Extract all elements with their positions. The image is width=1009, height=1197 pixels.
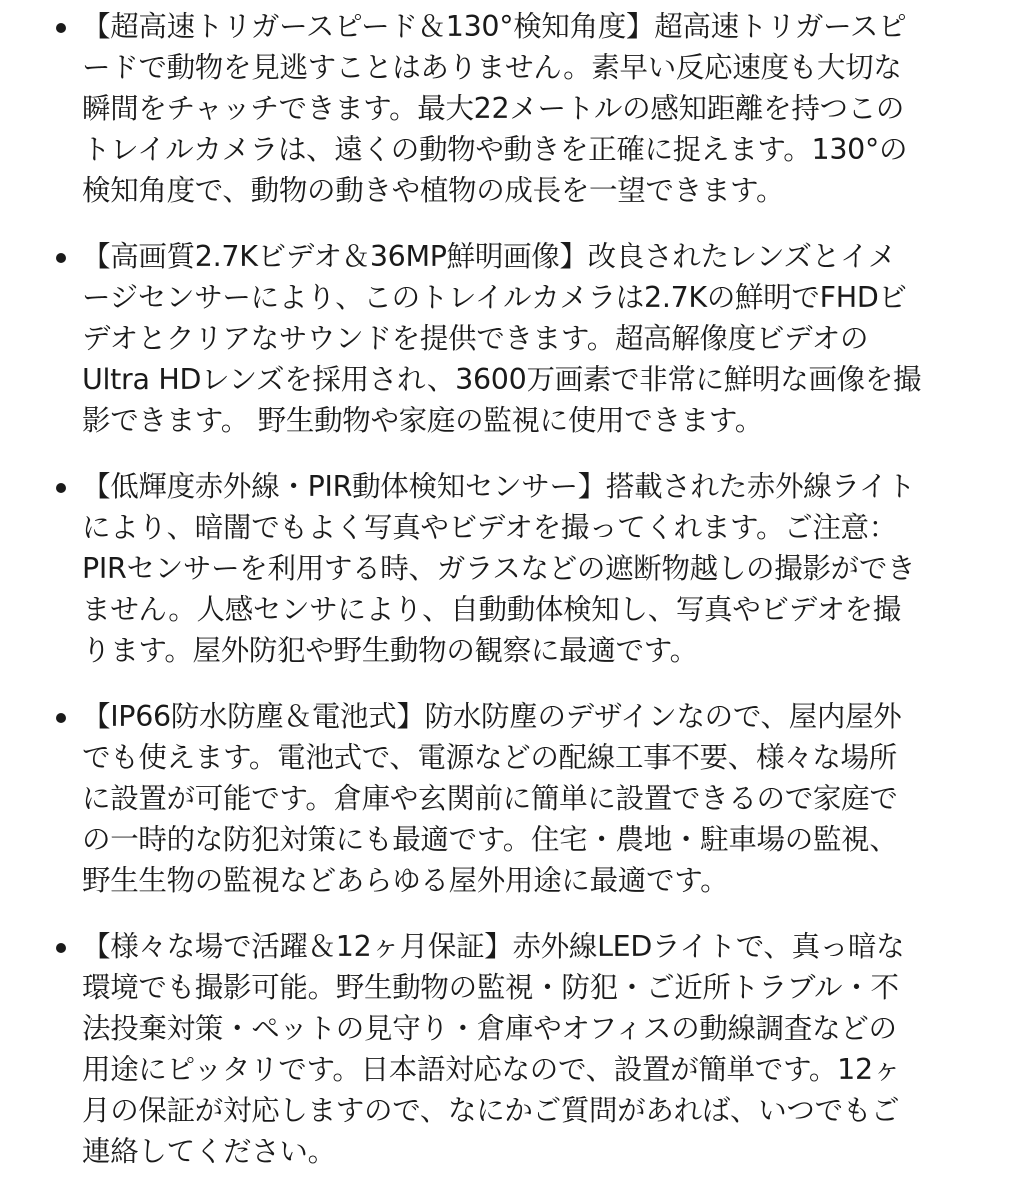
feature-item-video-quality [0,236,1009,441]
feature-text-line: の一時的な防犯対策にも最適です。住宅・農地・駐車場の監視、 [82,823,898,856]
feature-text-line: 野生生物の監視などあらゆる屋外用途に最適です。 [82,864,729,897]
bullet-icon [56,253,66,263]
feature-text-line: 【IP66防水防塵＆電池式】防水防塵のデザインなので、屋内屋外 [82,700,902,733]
feature-text-line: ります。屋外防犯や野生動物の観察に最適です。 [82,634,698,667]
feature-text-line: 【低輝度赤外線・PIR動体検知センサー】搭載された赤外線ライト [82,470,916,503]
feature-text-line: ードで動物を見逃すことはありません。素早い反応速度も大切な [82,51,902,84]
feature-item-waterproof-battery [0,696,1009,901]
feature-text-line: Ultra HDレンズを採用され、3600万画素で非常に鮮明な画像を撮 [82,363,922,396]
feature-text-line: 検知角度で、動物の動きや植物の成長を一望できます。 [82,174,785,207]
feature-item-trigger-speed [0,6,1009,211]
bullet-icon [56,23,66,33]
feature-text-line: 【超高速トリガースピード＆130°検知角度】超高速トリガースピ [82,10,907,43]
feature-item-infrared-pir [0,466,1009,671]
feature-text-line: 瞬間をチャッチできます。最大22メートルの感知距離を持つこの [82,92,905,125]
feature-text-line: ません。人感センサにより、自動動体検知し、写真やビデオを撮 [82,593,901,626]
bullet-icon [56,483,66,493]
feature-text-line: 【高画質2.7Kビデオ＆36MP鮮明画像】改良されたレンズとイメ [82,240,897,273]
feature-text-line: 影できます。 野生動物や家庭の監視に使用できます。 [82,404,764,437]
bullet-icon [56,943,66,953]
feature-list [0,6,1009,1197]
bullet-icon [56,713,66,723]
feature-text-line: PIRセンサーを利用する時、ガラスなどの遮断物越しの撮影ができ [82,552,916,585]
feature-item-warranty [0,926,1009,1172]
feature-text-line: 連絡してください。 [82,1135,336,1168]
feature-text-line: でも使えます。電池式で、電源などの配線工事不要、様々な場所 [82,741,897,774]
feature-text-line: 環境でも撮影可能。野生動物の監視・防犯・ご近所トラブル・不 [82,971,899,1004]
feature-text-line: 法投棄対策・ペットの見守り・倉庫やオフィスの動線調査などの [82,1012,897,1045]
feature-text-line: に設置が可能です。倉庫や玄関前に簡単に設置できるので家庭で [82,782,898,815]
feature-text-line: 用途にピッタリです。日本語対応なので、設置が簡単です。12ヶ [82,1053,901,1086]
feature-text-line: デオとクリアなサウンドを提供できます。超高解像度ビデオの [82,322,869,355]
feature-text-line: トレイルカメラは、遠くの動物や動きを正確に捉えます。130°の [82,133,908,166]
feature-text-line: 【様々な場で活躍＆12ヶ月保証】赤外線LEDライトで、真っ暗な [82,930,905,963]
feature-text-line: ージセンサーにより、このトレイルカメラは2.7Kの鮮明でFHDビ [82,281,907,314]
feature-text-line: により、暗闇でもよく写真やビデオを撮ってくれます。ご注意： [82,511,897,544]
feature-text-line: 月の保証が対応しますので、なにかご質問があれば、いつでもご [82,1094,900,1127]
